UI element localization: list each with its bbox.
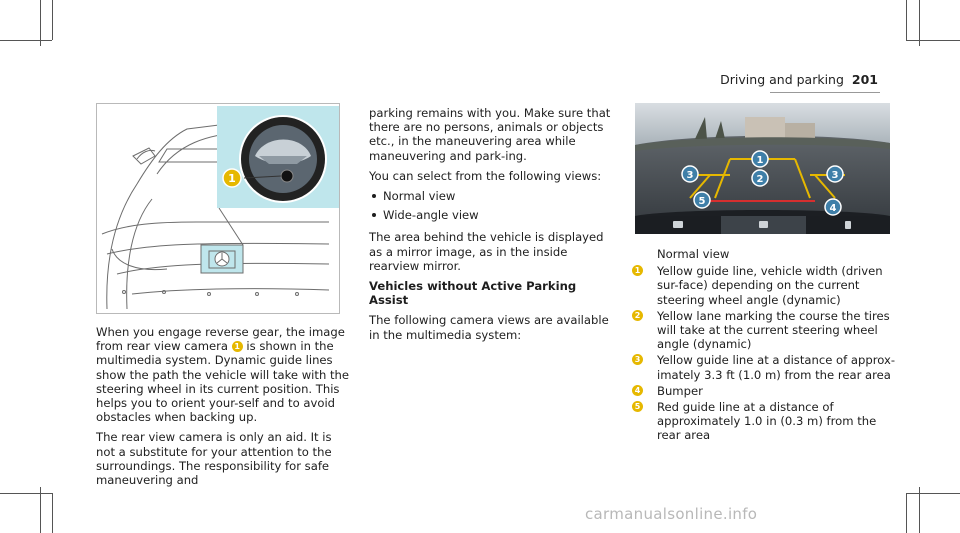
- rear-camera-figure: [96, 103, 340, 314]
- watermark: carmanualsonline.info: [585, 505, 758, 523]
- crop-mark: [906, 40, 960, 41]
- paragraph: parking remains with you. Make sure that there are no persons, animals or objects etc., in the maneuvering area while maneuvering and park-ing.: [369, 106, 611, 163]
- subheading: Vehicles without Active Parking Assist: [369, 279, 577, 308]
- legend-item: [635, 353, 895, 381]
- view-label-5: 5: [698, 196, 706, 207]
- list-item: Wide-angle view: [369, 208, 619, 222]
- callout-badge: 2: [632, 310, 643, 321]
- section-title: Driving and parking: [720, 72, 844, 87]
- crop-mark: [906, 493, 907, 533]
- legend-text: Yellow lane marking the course the tires will take at the current steering wheel angle (dynamic): [657, 308, 890, 352]
- crop-mark: [52, 493, 53, 533]
- legend-text: Red guide line at a distance of approximately 1.0 in (0.3 m) from the rear area: [657, 400, 877, 443]
- legend-item: [635, 384, 895, 398]
- callout-badge: 1: [232, 341, 243, 352]
- camera-view-screen: [635, 103, 890, 234]
- legend-text: Yellow guide line at a distance of approx-imately 3.3 ft (1.0 m) from the rear area: [657, 353, 896, 382]
- camera-view-figure: [635, 103, 890, 234]
- text-column-1: [96, 325, 354, 493]
- figure-legend: [635, 247, 895, 445]
- view-label-1: 1: [756, 155, 764, 166]
- paragraph: The area behind the vehicle is displayed as a mirror image, as in the inside rearview mirror.: [369, 230, 604, 273]
- legend-text: Yellow guide line, vehicle width (driven sur-face) depending on the current steering wheel angle (dynamic): [657, 264, 883, 307]
- header-divider: [770, 92, 880, 93]
- legend-item: [635, 264, 895, 307]
- paragraph: You can select from the following views:: [369, 168, 602, 183]
- legend-item: [635, 400, 895, 443]
- callout-badge: 1: [632, 265, 643, 276]
- callout-badge: 5: [632, 401, 643, 412]
- crop-mark: [906, 493, 960, 494]
- paragraph: The rear view camera is only an aid. It is not a substitute for your attention to the surroundings. The responsibility for safe maneuvering and: [96, 430, 332, 488]
- paragraph: The following camera views are available in the multimedia system:: [369, 313, 609, 342]
- view-label-4: 4: [829, 203, 837, 214]
- list-item: Normal view: [369, 189, 619, 203]
- figure1-callout: 1: [228, 172, 236, 185]
- page-number: 201: [851, 72, 878, 87]
- view-label-3-right: 3: [831, 170, 839, 181]
- crop-mark: [906, 0, 907, 40]
- callout-badge: 4: [632, 385, 643, 396]
- page-header: [720, 72, 878, 87]
- legend-text: Bumper: [657, 383, 703, 398]
- legend-title: Normal view: [657, 247, 730, 261]
- car-rear-illustration: [97, 104, 339, 313]
- paragraph: [96, 325, 354, 424]
- crop-mark: [0, 493, 52, 494]
- text-column-2: [369, 106, 619, 348]
- text-run: is shown in the multimedia system. Dynamic guide lines show the path the vehicle will take with the steering wheel in its current position. This helps you to orient your-self and to avoid obstacles when backing up.: [96, 339, 350, 425]
- crop-mark: [52, 0, 53, 40]
- callout-badge: 3: [632, 354, 643, 365]
- view-label-2: 2: [756, 174, 764, 185]
- view-label-3-left: 3: [686, 170, 694, 181]
- text-run: When you engage reverse gear, the image from rear view camera: [96, 325, 345, 354]
- legend-item: [635, 309, 895, 352]
- crop-mark: [0, 40, 52, 41]
